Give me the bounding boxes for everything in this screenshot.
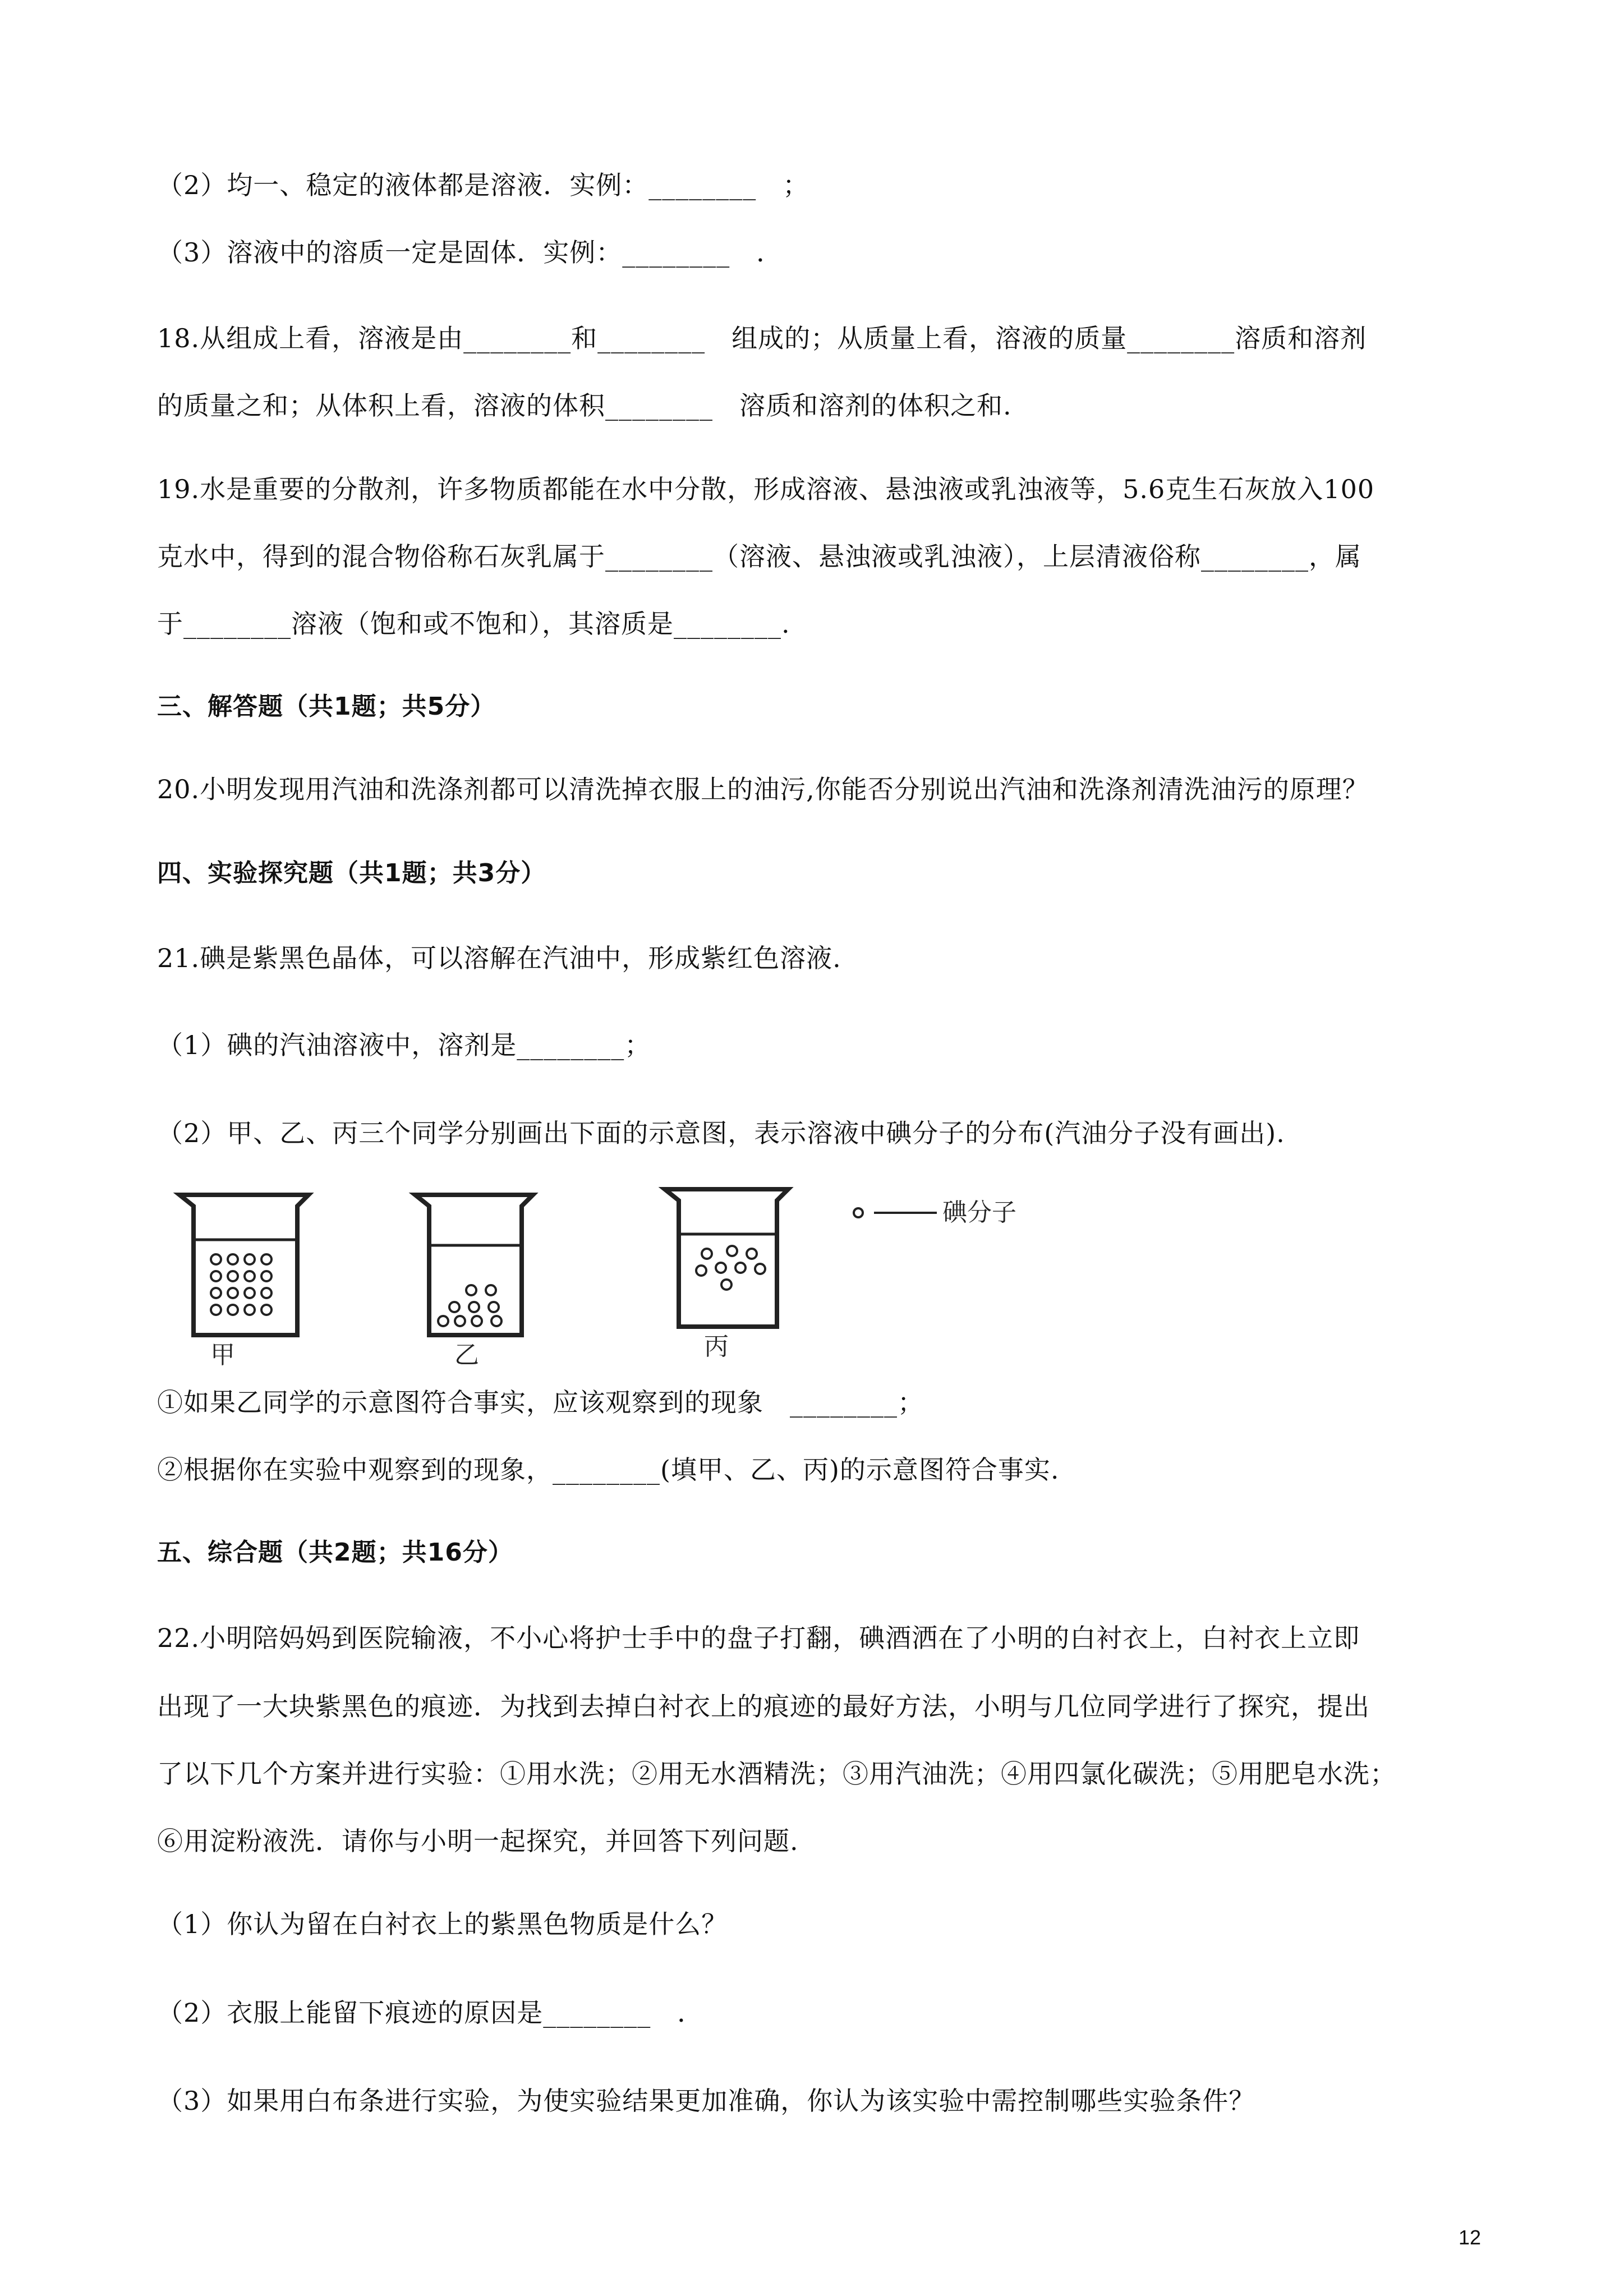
q18-line2: 的质量之和；从体积上看，溶液的体积________ 溶质和溶剂的体积之和. [157,390,1012,421]
section-4-heading: 四、实验探究题（共1题；共3分） [157,859,546,887]
q19-line3: 于________溶液（饱和或不饱和），其溶质是________. [157,609,790,639]
molecules-bing [696,1246,765,1290]
q22-part3: （3）如果用白布条进行实验，为使实验结果更加准确，你认为该实验中需控制哪些实验条件？ [157,2086,1255,2116]
legend-molecule-icon [854,1208,863,1217]
molecules-yi [438,1285,502,1326]
q22-line3: 了以下几个方案并进行实验：①用水洗；②用无水酒精洗；③用汽油洗；④用四氯化碳洗；⑤用肥皂水洗； [157,1759,1396,1789]
q21-part2: （2）甲、乙、丙三个同学分别画出下面的示意图，表示溶液中碘分子的分布(汽油分子没有画出). [157,1118,1285,1148]
section-3-heading: 三、解答题（共1题；共5分） [157,692,496,721]
q21-stem: 21.碘是紫黑色晶体，可以溶解在汽油中，形成紫红色溶液. [157,943,841,973]
label-bing: 丙 [704,1332,729,1361]
q21-part1: （1）碘的汽油溶液中，溶剂是________； [157,1030,651,1060]
section-5-heading: 五、综合题（共2题；共16分） [157,1538,513,1567]
q22-part2: （2）衣服上能留下痕迹的原因是________ ． [157,1998,704,2028]
beaker-yi [415,1195,533,1335]
q22-line4: ⑥用淀粉液洗．请你与小明一起探究，并回答下列问题. [157,1826,799,1856]
q18-line1: 18.从组成上看，溶液是由________和________ 组成的；从质量上看，溶液的质量________溶质和溶剂 [157,323,1367,353]
q21-sub2: ②根据你在实验中观察到的现象，________(填甲、乙、丙)的示意图符合事实. [157,1455,1060,1485]
q22-line2: 出现了一大块紫黑色的痕迹．为找到去掉白衬衣上的痕迹的最好方法，小明与几位同学进行了探究，提出 [157,1691,1370,1722]
molecules-jia [211,1254,272,1315]
beaker-figure [168,1184,1077,1369]
legend [854,1198,1016,1227]
page-number: 12 [1459,2226,1482,2249]
label-yi: 乙 [454,1341,479,1369]
label-jia: 甲 [210,1341,235,1369]
q20: 20.小明发现用汽油和洗涤剂都可以清洗掉衣服上的油污,你能否分别说出汽油和洗涤剂清洗油污的原理？ [157,774,1369,804]
q19-line1: 19.水是重要的分散剂，许多物质都能在水中分散，形成溶液、悬浊液或乳浊液等，5.6克生石灰放入100 [157,474,1375,504]
q17-part2: （2）均一、稳定的液体都是溶液．实例：________ ； [157,170,809,200]
q19-line2: 克水中，得到的混合物俗称石灰乳属于________（溶液、悬浊液或乳浊液），上层清液俗称________，属 [157,541,1361,572]
q21-sub1: ①如果乙同学的示意图符合事实，应该观察到的现象 ________； [157,1387,924,1418]
beaker-bing [665,1189,788,1327]
beaker-jia [180,1195,309,1335]
q17-part3: （3）溶液中的溶质一定是固体．实例：________ ． [157,237,783,268]
q22-part1: （1）你认为留在白衬衣上的紫黑色物质是什么？ [157,1909,728,1939]
legend-label: 碘分子 [942,1198,1016,1227]
q22-line1: 22.小明陪妈妈到医院输液，不小心将护士手中的盘子打翻，碘酒洒在了小明的白衬衣上，白衬衣上立即 [157,1623,1360,1653]
